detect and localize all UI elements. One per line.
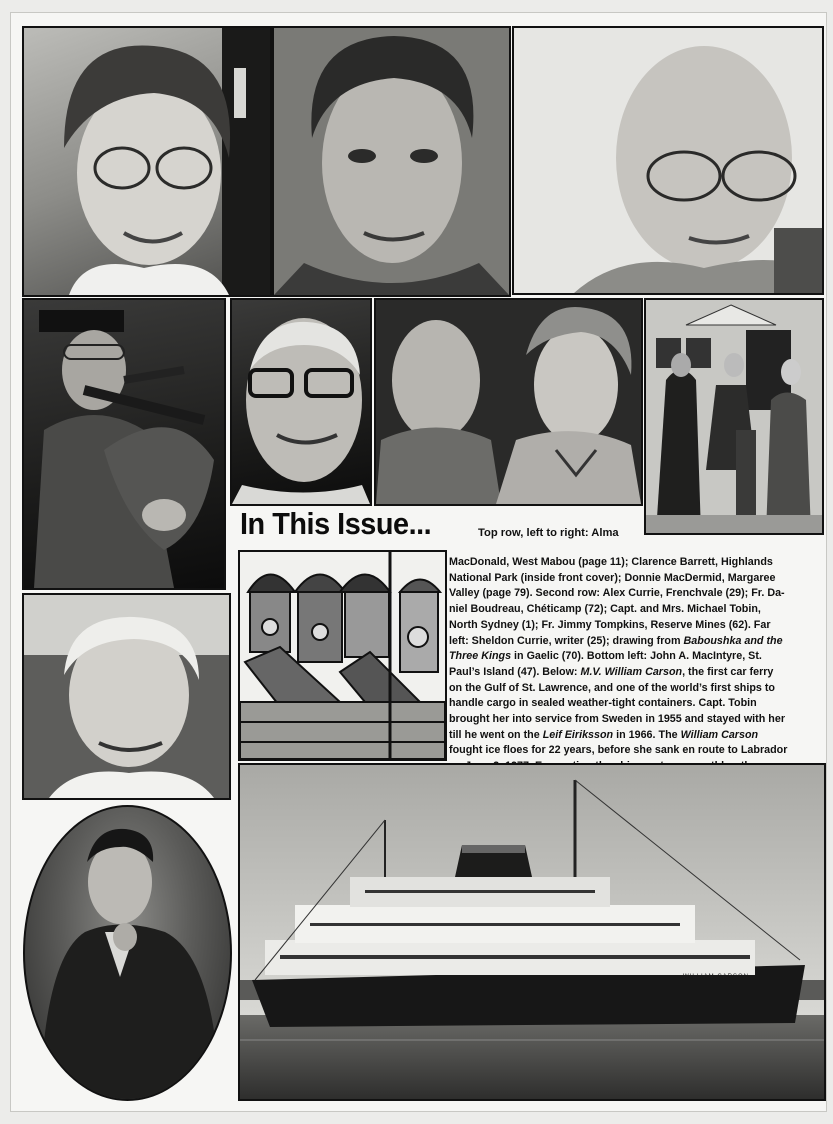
- caption-text: in 1966. The: [613, 728, 681, 741]
- photo-mv-william-carson: [238, 763, 826, 1101]
- drawing-baboushka-three-kings: [238, 550, 447, 761]
- caption-text: in Gaelic (70). Bottom left: John A. MacIntyre, St.: [511, 650, 762, 663]
- photo-clarence-barrett: [272, 26, 511, 297]
- photo-sheldon-currie: [22, 593, 231, 800]
- ship-name: William Carson: [680, 728, 759, 741]
- photo-jimmy-tompkins: [644, 298, 824, 535]
- caption-line: niel Boudreau, Chéticamp (72); Capt. and Mrs. Michael Tobin,: [449, 603, 761, 616]
- book-title: Baboushka and the: [683, 634, 783, 647]
- caption-line: brought her into service from Sweden in 1955 and stayed with her: [449, 713, 786, 726]
- caption-line: [449, 728, 810, 744]
- caption-body: [449, 555, 810, 791]
- caption-line: North Sydney (1); Fr. Jimmy Tompkins, Reserve Mines (62). Far: [449, 618, 771, 631]
- caption-text: till he went on the: [449, 728, 543, 741]
- photo-capt-and-mrs-tobin: [374, 298, 643, 506]
- photo-donnie-macdermid: [512, 26, 824, 295]
- caption-line: fought ice floes for 22 years, before she sank en route to Labrador: [449, 744, 788, 757]
- caption-intro: Top row, left to right: Alma: [478, 527, 619, 539]
- caption-line: [449, 649, 810, 665]
- photo-alex-currie: [22, 298, 226, 590]
- caption-line: National Park (inside front cover); Donnie MacDermid, Margaree: [449, 571, 776, 584]
- page-title: In This Issue...: [240, 506, 432, 541]
- caption-line: Valley (page 79). Second row: Alex Currie, Frenchvale (29); Fr. Da-: [449, 587, 785, 600]
- photo-john-a-macintyre: [23, 805, 232, 1101]
- photo-daniel-boudreau: [230, 298, 372, 506]
- book-title-continued: Three Kings: [449, 650, 512, 663]
- caption-line: handle cargo in sealed weather-tight containers. Capt. Tobin: [449, 697, 757, 710]
- caption-line: on the Gulf of St. Lawrence, and one of the world’s first ships to: [449, 681, 776, 694]
- caption-text: Paul’s Island (47). Below:: [449, 665, 581, 678]
- caption-line: [449, 665, 810, 681]
- caption-line: MacDonald, West Mabou (page 11); Clarence Barrett, Highlands: [449, 556, 773, 568]
- ship-name: M.V. William Carson: [580, 665, 683, 678]
- ship-name: Leif Eiriksson: [542, 728, 614, 741]
- caption-line: [449, 634, 810, 650]
- ship-hull-name: WILLIAM CARSON: [683, 974, 750, 980]
- photo-alma-macdonald: [22, 26, 272, 297]
- caption-text: , the first car ferry: [682, 665, 774, 678]
- caption-text: left: Sheldon Currie, writer (25); drawing from: [449, 634, 684, 647]
